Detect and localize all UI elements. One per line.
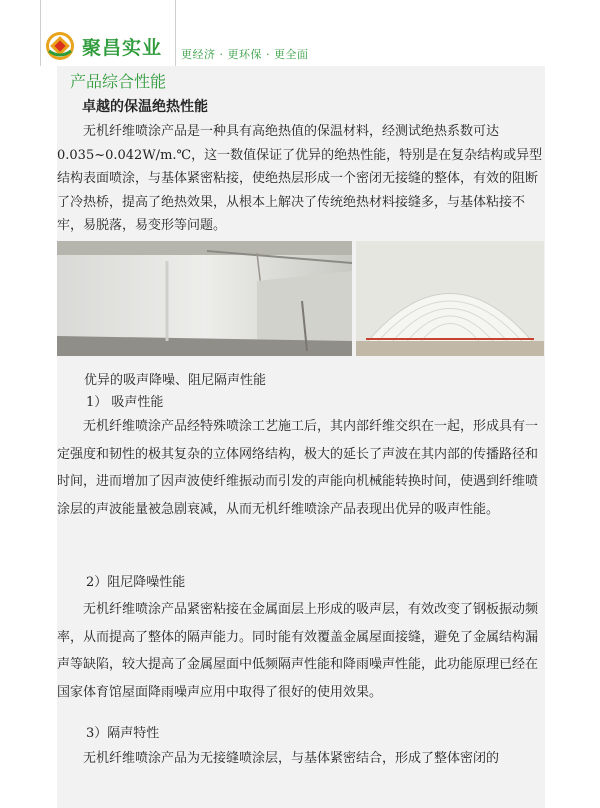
brand-name: 聚昌实业	[82, 37, 163, 59]
logo-icon	[45, 31, 75, 61]
photo-sprayed-roof	[356, 241, 544, 356]
insulation-paragraph: 无机纤维喷涂产品是一种具有高绝热值的保温材料，经测试绝热系数可达0.035~0.042W/m.℃，这一数值保证了优异的绝热性能，特别是在复杂结构或异型结构表面喷涂，与基体紧密粘接，使绝热层形成一个密闭无接缝的整体，有效的阻断了冷热桥，提高了绝热效果，从根本上解决了传统绝热材料接缝多，与基体粘接不牢，易脱落，易变形等问题。	[57, 124, 543, 233]
section-title: 产品综合性能	[70, 72, 167, 91]
damping-label: 2）阻尼降噪性能	[86, 575, 186, 590]
sound-absorption-paragraph: 无机纤维喷涂产品经特殊喷涂工艺施工后，其内部纤维交织在一起，形成具有一定强度和韧性的极其复杂的立体网络结构，极大的延长了声波在其内部的传播路径和时间，进而增加了因声波使纤维振动而引发的声能向机械能转换时间，使遇到纤维喷涂层的声波能量被急剧衰减，从而无机纤维喷涂产品表现出优异的吸声性能。	[57, 419, 539, 517]
page-header	[0, 0, 600, 66]
section-subtitle: 卓越的保温绝热性能	[82, 99, 208, 115]
acoustic-heading: 优异的吸声降噪、阻尼隔声性能	[84, 373, 267, 388]
sound-insulation-label: 3）隔声特性	[86, 726, 160, 741]
sound-absorption-label: 1） 吸声性能	[86, 395, 164, 410]
header-divider-right	[175, 0, 176, 66]
damping-paragraph: 无机纤维喷涂产品紧密粘接在金属面层上形成的吸声层，有效改变了钢板振动频率，从而提高了整体的隔声能力。同时能有效覆盖金属屋面接缝，避免了金属结构漏声等缺陷，较大提高了金属屋面中低频隔声性能和降雨噪声性能，此功能原理已经在国家体育馆屋面降雨噪声应用中取得了很好的使用效果。	[57, 602, 539, 700]
brand-slogan: 更经济 · 更环保 · 更全面	[181, 48, 309, 61]
sound-insulation-paragraph: 无机纤维喷涂产品为无接缝喷涂层，与基体紧密结合，形成了整体密闭的	[83, 751, 500, 766]
photo-sprayed-wall	[57, 241, 352, 356]
header-divider-left	[40, 0, 41, 66]
